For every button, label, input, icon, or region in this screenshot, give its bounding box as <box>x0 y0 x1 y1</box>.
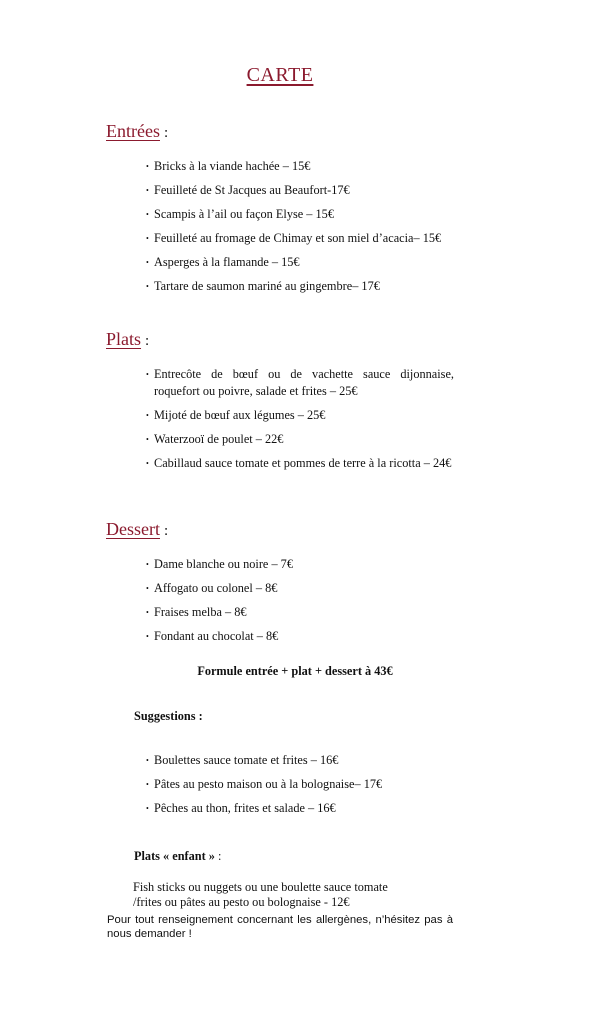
list-item: • Waterzooï de poulet – 22€ <box>146 431 454 448</box>
list-item: • Feuilleté de St Jacques au Beaufort-17€ <box>146 182 466 199</box>
section-entrees-heading <box>106 121 168 142</box>
list-item: • Dame blanche ou noire – 7€ <box>146 556 466 573</box>
suggestions-label: Suggestions : <box>134 709 203 723</box>
list-item: • Scampis à l’ail ou façon Elyse – 15€ <box>146 206 466 223</box>
section-dessert-colon: : <box>163 523 169 539</box>
list-item: • Bricks à la viande hachée – 15€ <box>146 158 466 175</box>
list-item: • Mijoté de bœuf aux légumes – 25€ <box>146 407 454 424</box>
enfant-description <box>133 880 433 910</box>
section-dessert-name: Dessert <box>106 519 160 539</box>
section-entrees-name: Entrées <box>106 121 160 141</box>
enfant-line-1: Fish sticks ou nuggets ou une boulette sauce tomate <box>133 880 388 894</box>
menu-title: CARTE <box>246 64 314 86</box>
enfant-label: Plats « enfant » <box>134 849 215 863</box>
list-item: • Tartare de saumon mariné au gingembre– 17€ <box>146 278 466 295</box>
list-item: • Fondant au chocolat – 8€ <box>146 628 466 645</box>
list-item: • Fraises melba – 8€ <box>146 604 466 621</box>
plats-list <box>146 366 454 479</box>
list-item: • Cabillaud sauce tomate et pommes de terre à la ricotta – 24€ <box>146 455 454 472</box>
section-entrees-colon: : <box>163 125 169 141</box>
list-item: • Pâtes au pesto maison ou à la bolognaise– 17€ <box>146 776 466 793</box>
list-item: • Pêches au thon, frites et salade – 16€ <box>146 800 466 817</box>
list-item: • Affogato ou colonel – 8€ <box>146 580 466 597</box>
dessert-list <box>146 556 466 652</box>
list-item: • Asperges à la flamande – 15€ <box>146 254 466 271</box>
section-plats-name: Plats <box>106 329 142 349</box>
enfant-heading <box>134 849 221 864</box>
section-plats-colon: : <box>145 333 150 349</box>
list-item: • Feuilleté au fromage de Chimay et son miel d’acacia– 15€ <box>146 230 466 247</box>
section-dessert-heading <box>106 519 168 540</box>
list-item: • Boulettes sauce tomate et frites – 16€ <box>146 752 466 769</box>
allergen-notice: Pour tout renseignement concernant les allergènes, n’hésitez pas à nous demander ! <box>107 914 453 940</box>
formule-line: Formule entrée + plat + dessert à 43€ <box>197 664 393 678</box>
entrees-list <box>146 158 466 302</box>
list-item: • Entrecôte de bœuf ou de vachette sauce dijonnaise, roquefort ou poivre, salade et frites – 25€ <box>146 366 454 400</box>
suggestions-list <box>146 752 466 824</box>
enfant-colon: : <box>214 849 222 863</box>
enfant-line-2: /frites ou pâtes au pesto ou bolognaise - 12€ <box>133 895 350 909</box>
section-plats-heading <box>106 329 149 350</box>
